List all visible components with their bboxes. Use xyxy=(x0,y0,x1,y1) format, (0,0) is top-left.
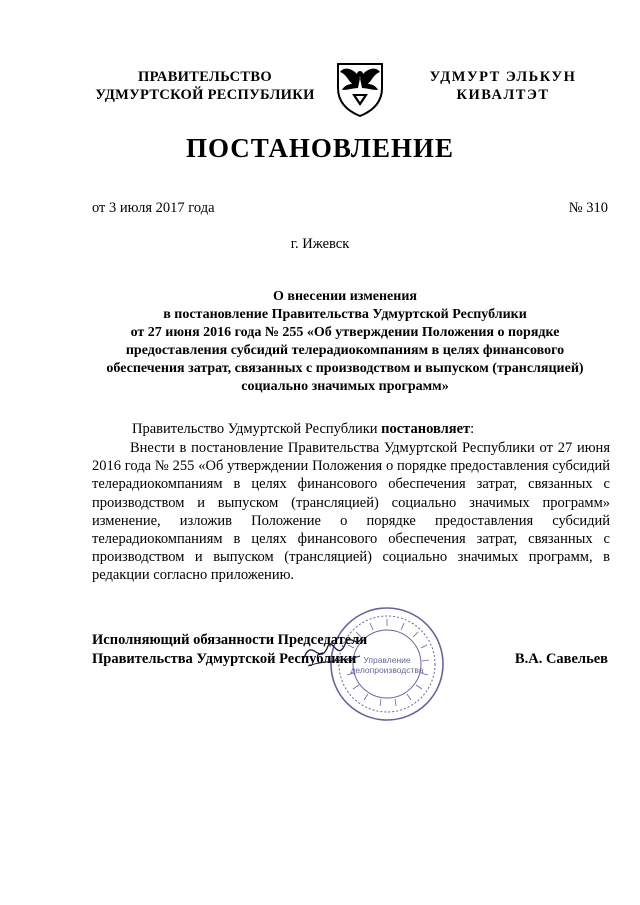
header-right-line2: КИВАЛТЭТ xyxy=(456,87,550,103)
subject-line: от 27 июня 2016 года № 255 «Об утверждении Положения о порядке xyxy=(130,325,560,340)
document-subject xyxy=(70,288,620,396)
header-left-line2: УДМУРТСКОЙ РЕСПУБЛИКИ xyxy=(95,87,315,103)
header-right xyxy=(408,68,598,104)
header-left-line1: ПРАВИТЕЛЬСТВО xyxy=(138,69,272,85)
document-number: № 310 xyxy=(568,200,608,216)
stamp-line2: делопроизводства xyxy=(350,665,424,675)
header-left xyxy=(80,68,330,104)
document-title: ПОСТАНОВЛЕНИЕ xyxy=(185,133,455,163)
preamble-text: Правительство Удмуртской Республики xyxy=(132,421,382,437)
subject-line: социально значимых программ» xyxy=(241,379,449,394)
header-right-line1: УДМУРТ ЭЛЬКУН xyxy=(429,69,577,85)
document-city: г. Ижевск xyxy=(290,236,350,252)
preamble-decree-word: постановляет xyxy=(381,421,471,437)
signature-position-line2: Правительства Удмуртской Республики xyxy=(92,651,357,667)
stamp-line1: Управление xyxy=(363,655,411,665)
document-date: от 3 июля 2017 года xyxy=(92,200,215,216)
subject-line: предоставления субсидий телерадиокомпаниям в целях финансового xyxy=(125,343,565,358)
preamble xyxy=(132,420,474,438)
subject-line: в постановление Правительства Удмуртской Республики xyxy=(163,307,527,322)
signatory-name: В.А. Савельев xyxy=(514,651,608,667)
coat-of-arms-icon xyxy=(330,58,390,118)
preamble-colon: : xyxy=(470,421,475,437)
signature-position-line1: Исполняющий обязанности Председателя xyxy=(92,632,368,648)
subject-line: О внесении изменения xyxy=(273,289,417,304)
body-paragraph: Внести в постановление Правительства Удмуртской Республики от 27 июня 2016 года № 255 «Об утверждении Положения о порядке предоставления субсидий телерадиокомпаниям в целях финансового обеспечения затрат, связанных с производством и выпуском (трансляцией) социально значимых программ» изменение, изложив Положение о порядке предоставления субсидий телерадиокомпаниям в целях финансового обеспечения затрат, связанных с производством и выпуском (трансляцией) социально значимых программ, в редакции согласно приложению. xyxy=(92,440,610,584)
handwritten-signature xyxy=(298,628,368,674)
subject-line: обеспечения затрат, связанных с производством и выпуском (трансляцией) xyxy=(106,361,584,376)
